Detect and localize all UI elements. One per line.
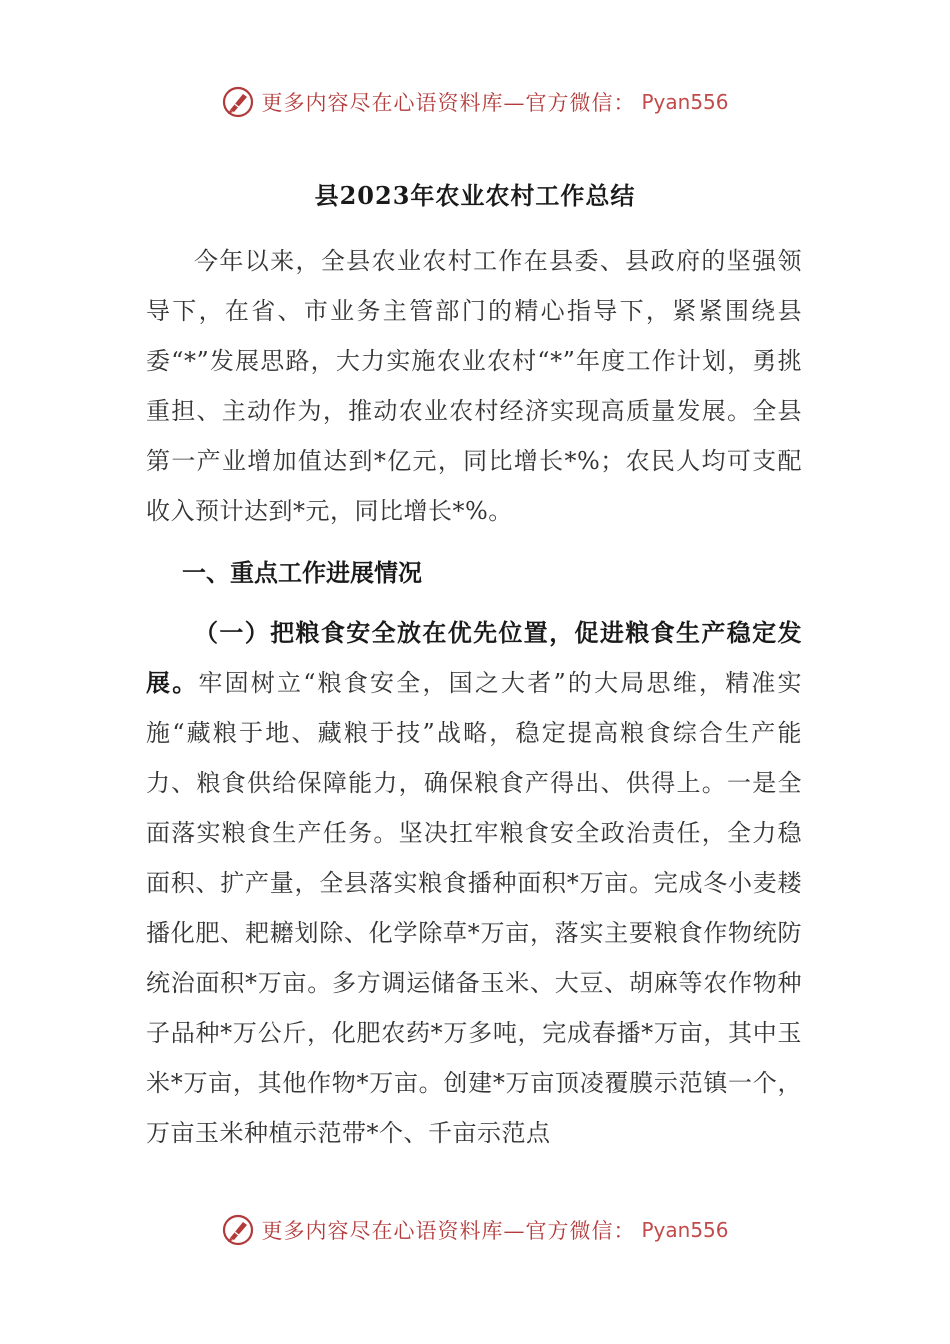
subsection-heading: （一）把粮食安全放在优先位置，促进粮食生产稳定发展。 [146, 618, 802, 697]
banner-wechat-id: Pyan556 [641, 1218, 729, 1242]
document-body [146, 236, 802, 1158]
header-banner [0, 82, 950, 122]
banner-text: 更多内容尽在心语资料库—官方微信： [261, 1219, 636, 1243]
pen-circle-icon [221, 85, 255, 119]
section-heading: 一、重点工作进展情况 [182, 558, 422, 587]
footer-banner [0, 1210, 950, 1250]
banner-wechat-id: Pyan556 [641, 90, 729, 114]
banner-text: 更多内容尽在心语资料库—官方微信： [261, 91, 636, 115]
pen-circle-icon [221, 1213, 255, 1247]
intro-paragraph: 今年以来，全县农业农村工作在县委、县政府的坚强领导下，在省、市业务主管部门的精心指导下，紧紧围绕县委“*”发展思路，大力实施农业农村“*”年度工作计划，勇挑重担、主动作为，推动农业农村经济实现高质量发展。全县第一产业增加值达到*亿元，同比增长*%；农民人均可支配收入预计达到*元，同比增长*%。 [146, 247, 802, 525]
subsection-paragraph [146, 608, 802, 1158]
document-title: 县2023年农业农村工作总结 [314, 181, 636, 210]
subsection-body: 牢固树立“粮食安全，国之大者”的大局思维，精准实施“藏粮于地、藏粮于技”战略，稳定提高粮食综合生产能力、粮食供给保障能力，确保粮食产得出、供得上。一是全面落实粮食生产任务。坚决扛牢粮食安全政治责任，全力稳面积、扩产量，全县落实粮食播种面积*万亩。完成冬小麦耧播化肥、耙耱划除、化学除草*万亩，落实主要粮食作物统防统治面积*万亩。多方调运储备玉米、大豆、胡麻等农作物种子品种*万公斤，化肥农药*万多吨，完成春播*万亩，其中玉米*万亩，其他作物*万亩。创建*万亩顶凌覆膜示范镇一个，万亩玉米种植示范带*个、千亩示范点 [146, 669, 803, 1147]
